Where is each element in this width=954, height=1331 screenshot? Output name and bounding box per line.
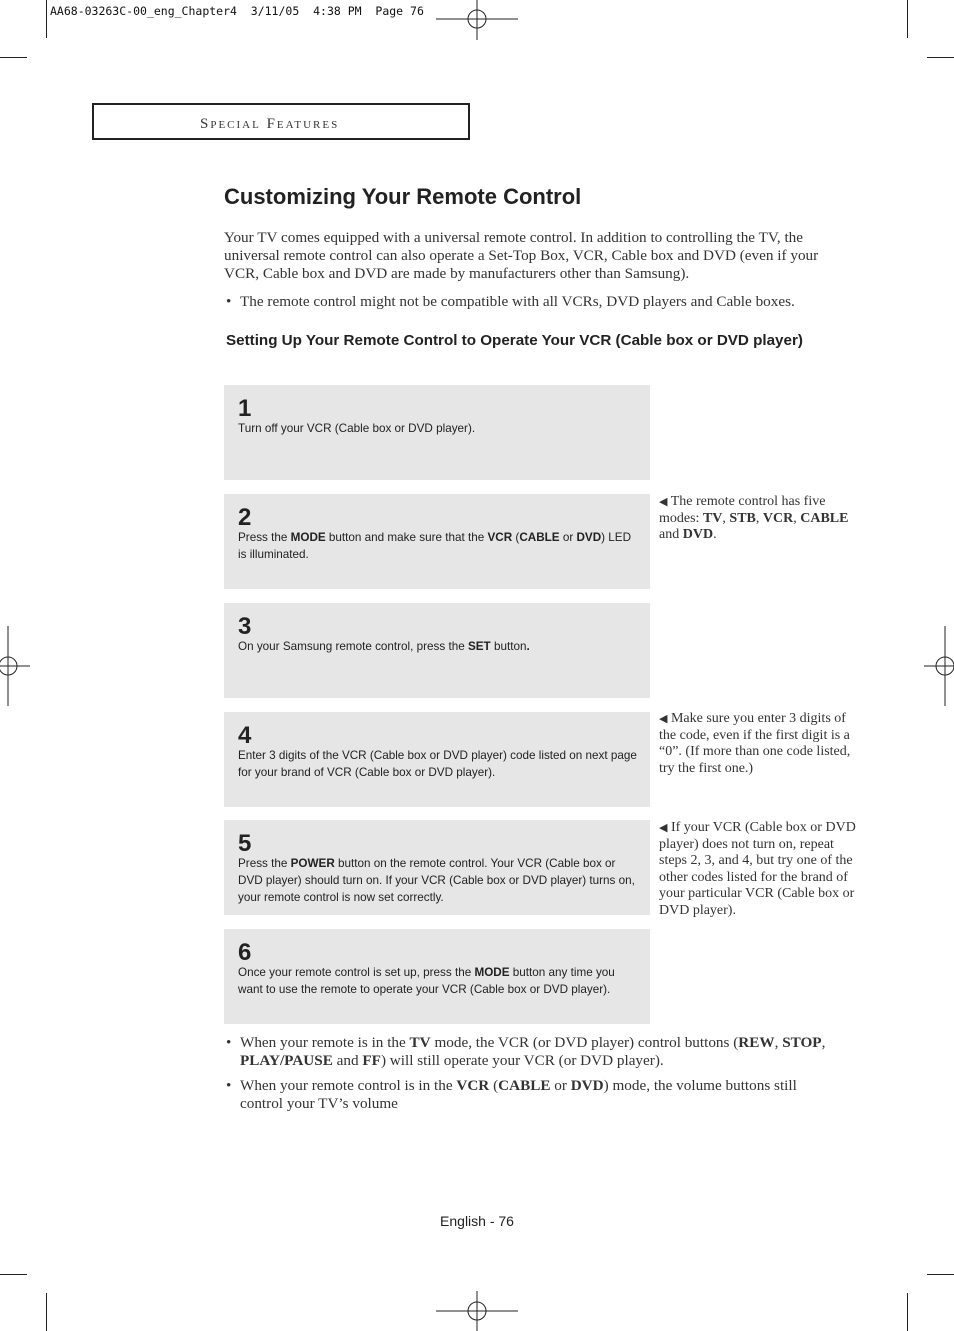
bottom-bullet — [226, 1034, 826, 1070]
page-number-footer: English - 76 — [440, 1213, 514, 1229]
step-box — [224, 494, 650, 589]
note-text: Make sure you enter 3 digits of the code, even if the first digit is a “0”. (If more than one code listed, try the first one.) — [659, 711, 851, 776]
section-header-box — [92, 103, 470, 140]
step-number: 5 — [238, 830, 252, 857]
registration-mark-bottom — [436, 1291, 518, 1331]
page-title: Customizing Your Remote Control — [224, 184, 582, 209]
step-text: Turn off your VCR (Cable box or DVD player). — [238, 422, 476, 435]
bullet-dot: • — [226, 1034, 232, 1051]
step-box — [224, 603, 650, 698]
step-text: Press the POWER button on the remote control. Your VCR (Cable box or DVD player) should turn on. If your VCR (Cable box or DVD player) turns on, your remote control is now set correctly. — [238, 857, 635, 904]
note-text: If your VCR (Cable box or DVD player) does not turn on, repeat steps 2, 3, and 4, but try one of the other codes listed for the brand of your particular VCR (Cable box or DVD player). — [659, 820, 856, 918]
bullet-text: The remote control might not be compatible with all VCRs, DVD players and Cable boxes. — [240, 293, 795, 310]
step-box — [224, 820, 650, 915]
side-note — [659, 711, 864, 777]
print-header: AA68-03263C-00_eng_Chapter4 3/11/05 4:38 PM Page 76 — [50, 4, 424, 18]
side-note — [659, 494, 864, 544]
step-box — [224, 385, 650, 480]
left-arrow-icon: ◀ — [659, 496, 668, 508]
step-number: 1 — [238, 395, 252, 422]
step-box — [224, 712, 650, 807]
step-number: 3 — [238, 613, 252, 640]
left-arrow-icon: ◀ — [659, 822, 668, 834]
step-text: Press the MODE button and make sure that the VCR (CABLE or DVD) LED is illuminated. — [238, 531, 632, 561]
bullet-text: When your remote is in the TV mode, the VCR (or DVD player) control buttons (REW, STOP, PLAY/PAUSE and FF) will still operate your VCR (or DVD player). — [240, 1034, 826, 1069]
bullet-dot: • — [226, 1077, 232, 1094]
bullet-dot: • — [226, 293, 232, 310]
step-box — [224, 929, 650, 1024]
step-number: 6 — [238, 939, 252, 966]
step-text: Once your remote control is set up, press the MODE button any time you want to use the remote to operate your VCR (Cable box or DVD player). — [238, 966, 615, 996]
step-text: On your Samsung remote control, press the SET button. — [238, 640, 530, 653]
registration-mark-right — [924, 626, 954, 706]
registration-mark-left — [0, 626, 30, 706]
left-arrow-icon: ◀ — [659, 713, 668, 725]
bottom-bullet — [226, 1077, 826, 1113]
step-number: 4 — [238, 722, 252, 749]
side-note — [659, 820, 864, 920]
section-subheading: Setting Up Your Remote Control to Operate Your VCR (Cable box or DVD player) — [226, 332, 803, 349]
step-number: 2 — [238, 504, 252, 531]
step-text: Enter 3 digits of the VCR (Cable box or DVD player) code listed on next page for your brand of VCR (Cable box or DVD player). — [238, 749, 637, 779]
intro-paragraph: Your TV comes equipped with a universal remote control. In addition to controlling the TV, the universal remote control can also operate a Set-Top Box, VCR, Cable box and DVD (even if your VCR, Cable box and DVD are made by manufacturers other than Samsung). — [224, 229, 819, 282]
registration-mark-top — [436, 0, 518, 40]
bullet-text: When your remote control is in the VCR (CABLE or DVD) mode, the volume buttons still control your TV’s volume — [240, 1077, 797, 1112]
note-text: The remote control has five modes: TV, STB, VCR, CABLE and DVD. — [659, 494, 849, 543]
section-title: Special Features — [200, 116, 340, 132]
